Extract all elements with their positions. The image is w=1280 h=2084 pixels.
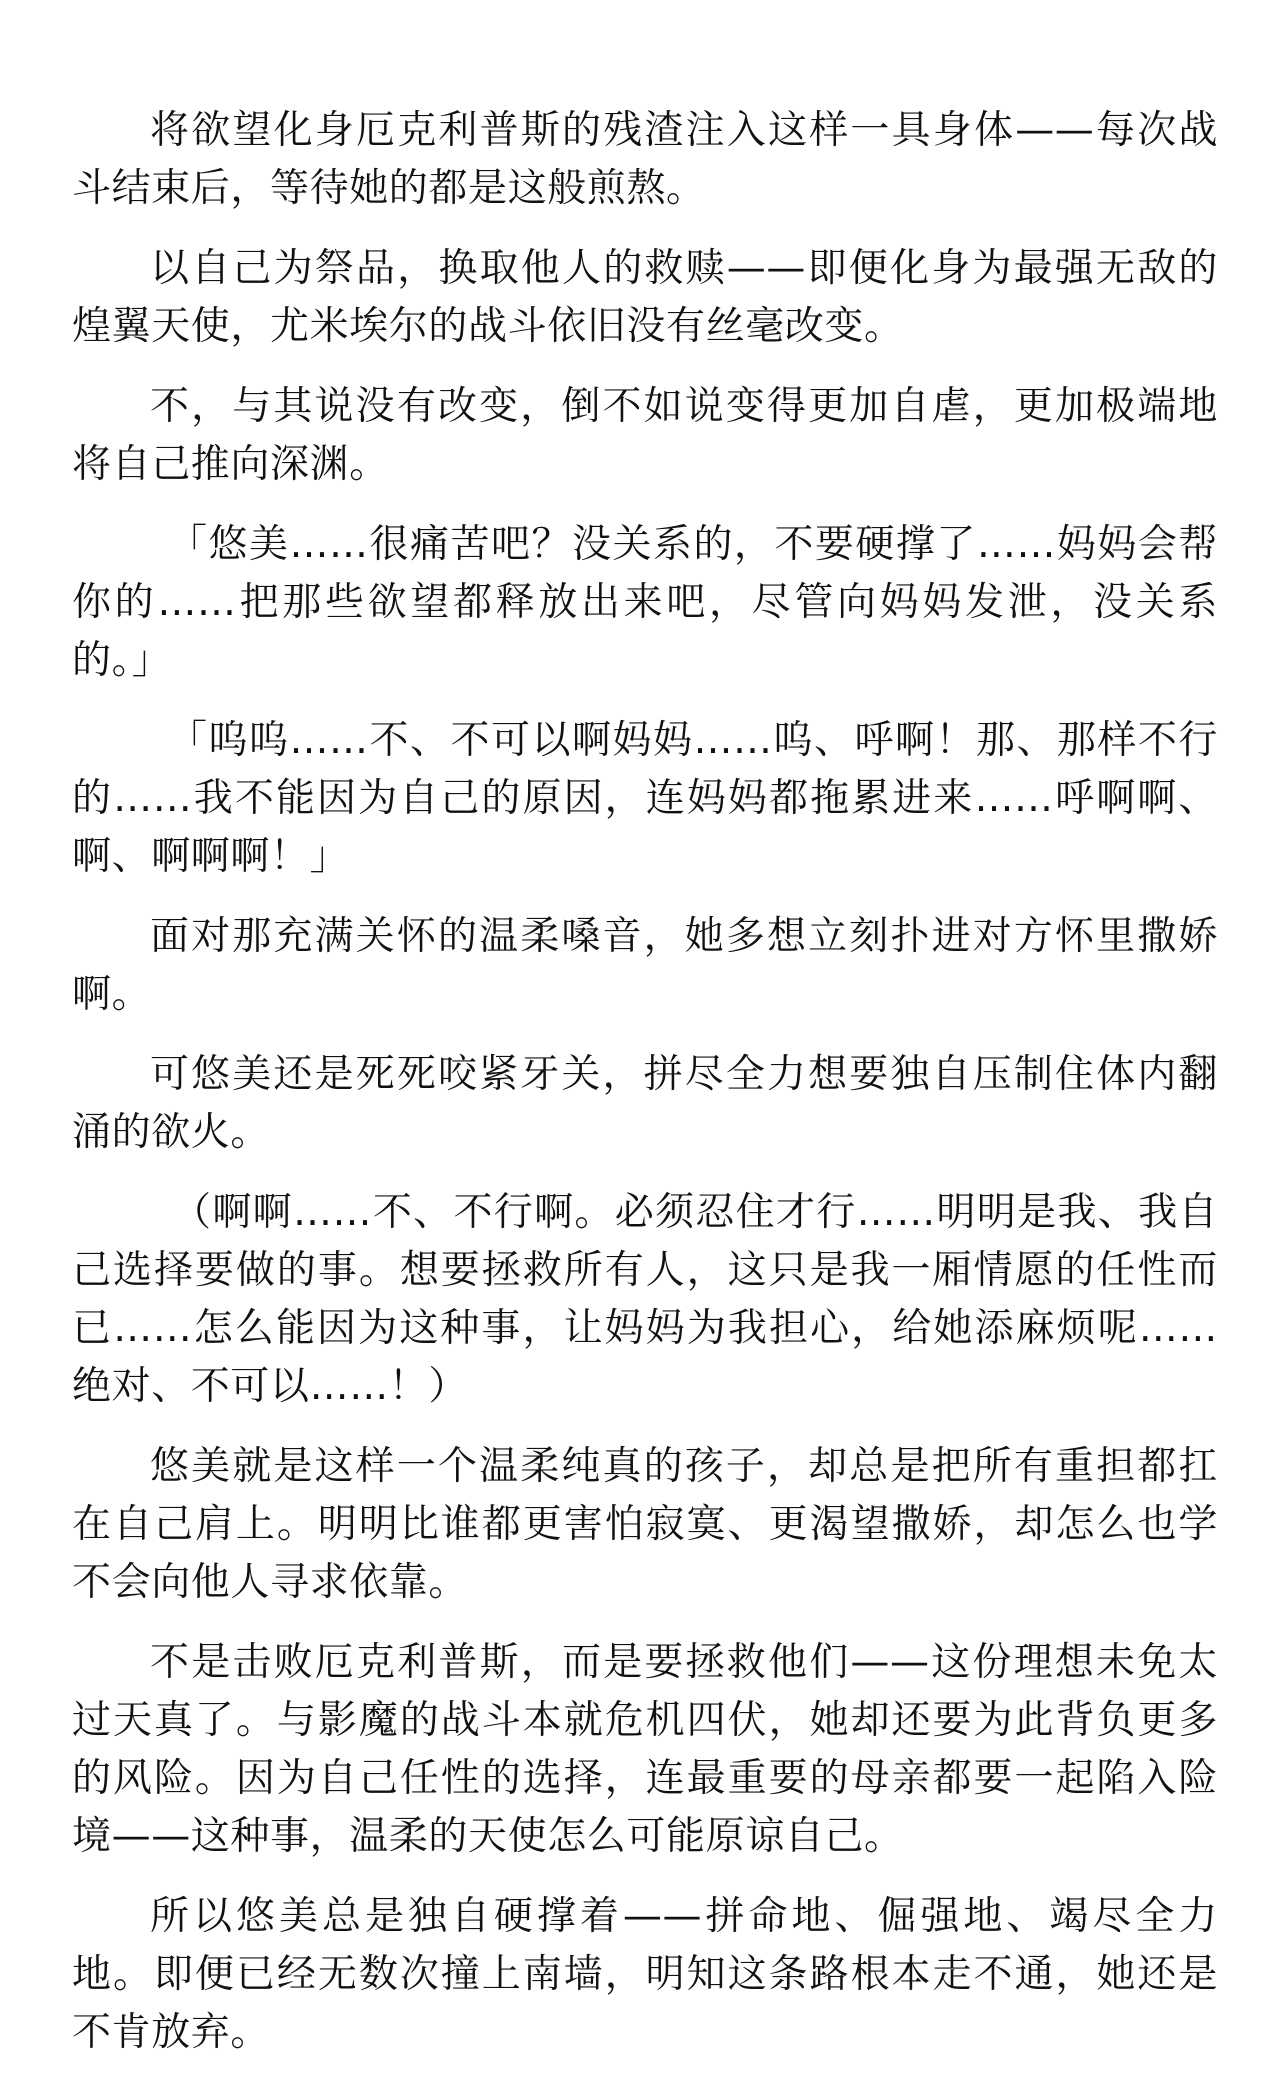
dialogue-yumi: 「呜呜……不、不可以啊妈妈……呜、呼啊！那、那样不行的……我不能因为自己的原因，连妈妈都拖累进来……呼啊啊、啊、啊啊啊！」 <box>72 718 1218 879</box>
dialogue-mother: 「悠美……很痛苦吧？没关系的，不要硬撑了……妈妈会帮你的……把那些欲望都释放出来吧，尽管向妈妈发泄，没关系的。」 <box>72 522 1218 683</box>
paragraph-2: 以自己为祭品，换取他人的救赎——即便化身为最强无敌的煌翼天使，尤米埃尔的战斗依旧没有丝毫改变。 <box>72 246 1218 349</box>
text-page <box>72 102 1218 2084</box>
inner-monologue: （啊啊……不、不行啊。必须忍住才行……明明是我、我自己选择要做的事。想要拯救所有人，这只是我一厢情愿的任性而已……怎么能因为这种事，让妈妈为我担心，给她添麻烦呢……绝对、不可以……！） <box>72 1190 1218 1409</box>
paragraph-7: 可悠美还是死死咬紧牙关，拼尽全力想要独自压制住体内翻涌的欲火。 <box>72 1052 1218 1155</box>
paragraph-6: 面对那充满关怀的温柔嗓音，她多想立刻扑进对方怀里撒娇啊。 <box>72 914 1218 1017</box>
paragraph-11: 所以悠美总是独自硬撑着——拼命地、倔强地、竭尽全力地。即便已经无数次撞上南墙，明知这条路根本走不通，她还是不肯放弃。 <box>72 1894 1218 2055</box>
paragraph-1: 将欲望化身厄克利普斯的残渣注入这样一具身体——每次战斗结束后，等待她的都是这般煎熬。 <box>72 108 1218 211</box>
paragraph-9: 悠美就是这样一个温柔纯真的孩子，却总是把所有重担都扛在自己肩上。明明比谁都更害怕寂寞、更渴望撒娇，却怎么也学不会向他人寻求依靠。 <box>72 1444 1218 1605</box>
paragraph-10: 不是击败厄克利普斯，而是要拯救他们——这份理想未免太过天真了。与影魔的战斗本就危机四伏，她却还要为此背负更多的风险。因为自己任性的选择，连最重要的母亲都要一起陷入险境——这种事，温柔的天使怎么可能原谅自己。 <box>72 1640 1218 1859</box>
paragraph-3: 不，与其说没有改变，倒不如说变得更加自虐，更加极端地将自己推向深渊。 <box>72 384 1218 487</box>
